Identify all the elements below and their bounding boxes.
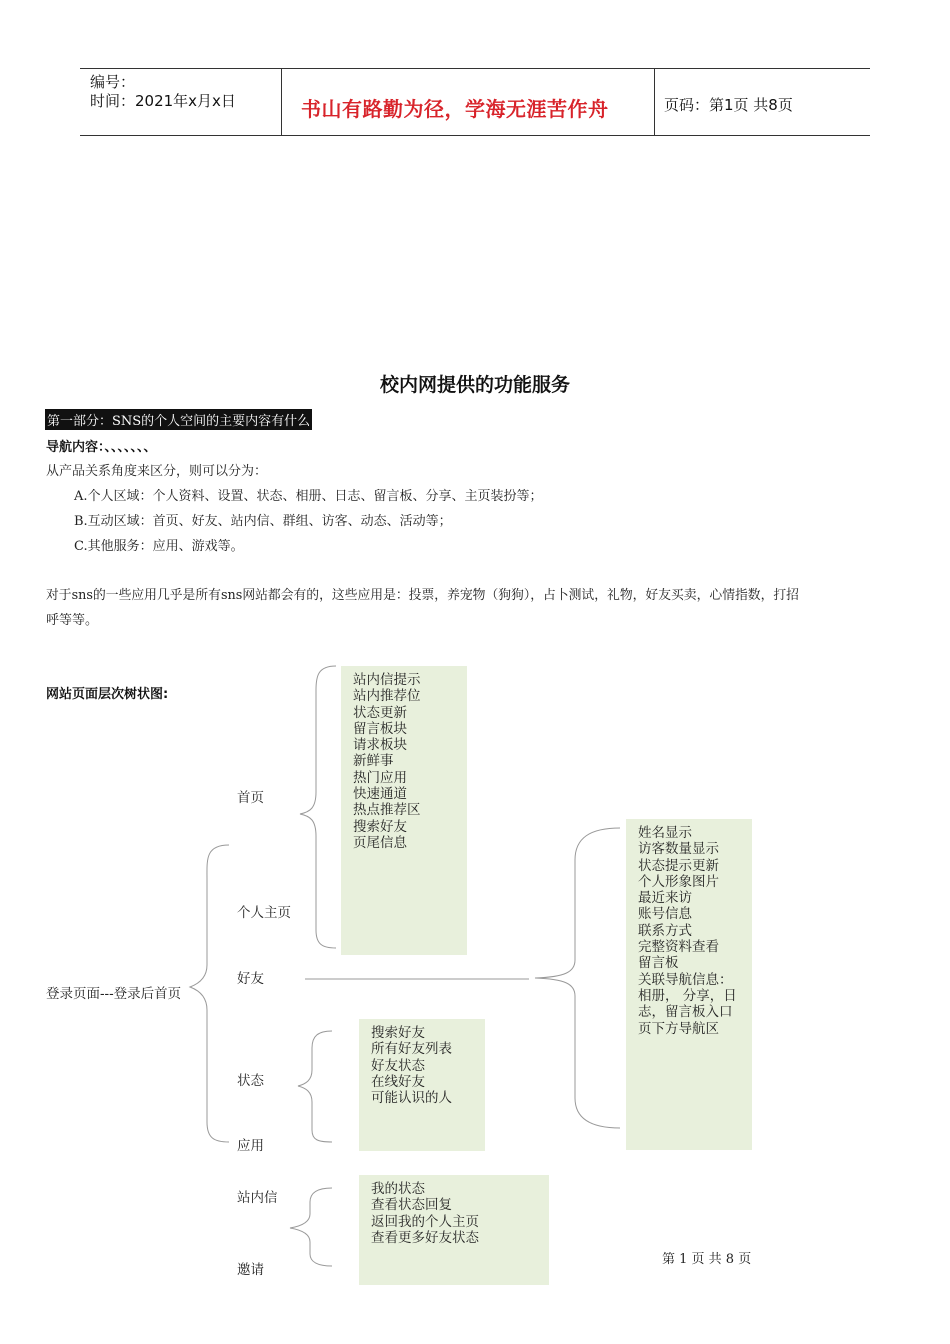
header-page-info: 页码：第1页 共8页 <box>664 96 793 114</box>
tree-node-status: 状态 <box>237 1073 264 1089</box>
tree-node-friends: 好友 <box>237 971 264 987</box>
category-b: B.互动区域：首页、好友、站内信、群组、访客、动态、活动等； <box>74 514 452 529</box>
document-title: 校内网提供的功能服务 <box>379 374 570 396</box>
section-heading: 第一部分：SNS的个人空间的主要内容有什么 <box>45 409 312 430</box>
list-item: 我的状态 <box>371 1181 425 1197</box>
tree-label: 网站页面层次树状图: <box>46 687 169 702</box>
list-item: 姓名显示 <box>638 825 692 841</box>
list-item: 站内推荐位 <box>353 688 421 705</box>
list-item: 所有好友列表 <box>371 1041 452 1058</box>
list-item: 联系方式 <box>638 922 692 939</box>
list-item: 志，留言板入口 <box>638 1004 733 1021</box>
category-c: C.其他服务：应用、游戏等。 <box>74 539 244 554</box>
category-a: A.个人区域：个人资料、设置、状态、相册、日志、留言板、分享、主页装扮等； <box>74 489 543 504</box>
list-item: 访客数量显示 <box>638 841 719 858</box>
tree-node-homepage: 首页 <box>237 790 264 806</box>
tree-node-apps: 应用 <box>237 1138 264 1154</box>
list-item: 页尾信息 <box>353 834 407 851</box>
list-item: 在线好友 <box>371 1073 425 1090</box>
header-time-label: 时间：2021年x月x日 <box>90 92 236 110</box>
list-item: 查看更多好友状态 <box>371 1229 479 1246</box>
list-item: 搜索好友 <box>353 818 407 835</box>
list-item: 状态提示更新 <box>638 857 719 874</box>
list-item: 留言板 <box>638 955 679 972</box>
header-number-label: 编号： <box>90 73 136 91</box>
list-item: 快速通道 <box>353 786 407 803</box>
tree-root: 登录页面---登录后首页 <box>46 986 182 1002</box>
list-item: 状态更新 <box>353 704 407 721</box>
list-item: 相册， 分享，日 <box>638 987 737 1004</box>
list-item: 最近来访 <box>638 890 692 907</box>
list-item: 站内信提示 <box>353 672 421 688</box>
list-item: 热点推荐区 <box>353 802 421 819</box>
list-item: 关联导航信息： <box>638 971 733 988</box>
tree-node-invite: 邀请 <box>237 1262 264 1278</box>
paragraph-line-2: 呼等等。 <box>46 613 99 628</box>
list-item: 可能认识的人 <box>371 1090 452 1107</box>
list-item: 完整资料查看 <box>638 939 719 956</box>
page-footer: 第 1 页 共 8 页 <box>662 1252 752 1267</box>
tree-node-messages: 站内信 <box>237 1190 278 1206</box>
list-item: 搜索好友 <box>371 1025 425 1041</box>
list-item: 账号信息 <box>638 906 692 923</box>
tree-node-profile: 个人主页 <box>237 905 291 921</box>
list-item: 留言板块 <box>353 720 407 737</box>
header-motto: 书山有路勤为径，学海无涯苦作舟 <box>301 97 609 121</box>
list-item: 热门应用 <box>353 769 407 786</box>
list-item: 页下方导航区 <box>638 1020 719 1037</box>
intro-line: 从产品关系角度来区分，则可以分为： <box>46 464 268 479</box>
list-item: 个人形象图片 <box>638 873 719 890</box>
paragraph-line-1: 对于sns的一些应用几乎是所有sns网站都会有的，这些应用是：投票，养宠物（狗狗），占卜测试，礼物，好友买卖，心情指数，打招 <box>46 588 799 603</box>
nav-content-line: 导航内容：、、、、、、、 <box>46 440 157 455</box>
list-item: 返回我的个人主页 <box>371 1213 479 1230</box>
list-item: 查看状态回复 <box>371 1197 452 1214</box>
list-item: 好友状态 <box>371 1057 425 1074</box>
list-item: 请求板块 <box>353 737 407 754</box>
list-item: 新鲜事 <box>353 753 394 770</box>
